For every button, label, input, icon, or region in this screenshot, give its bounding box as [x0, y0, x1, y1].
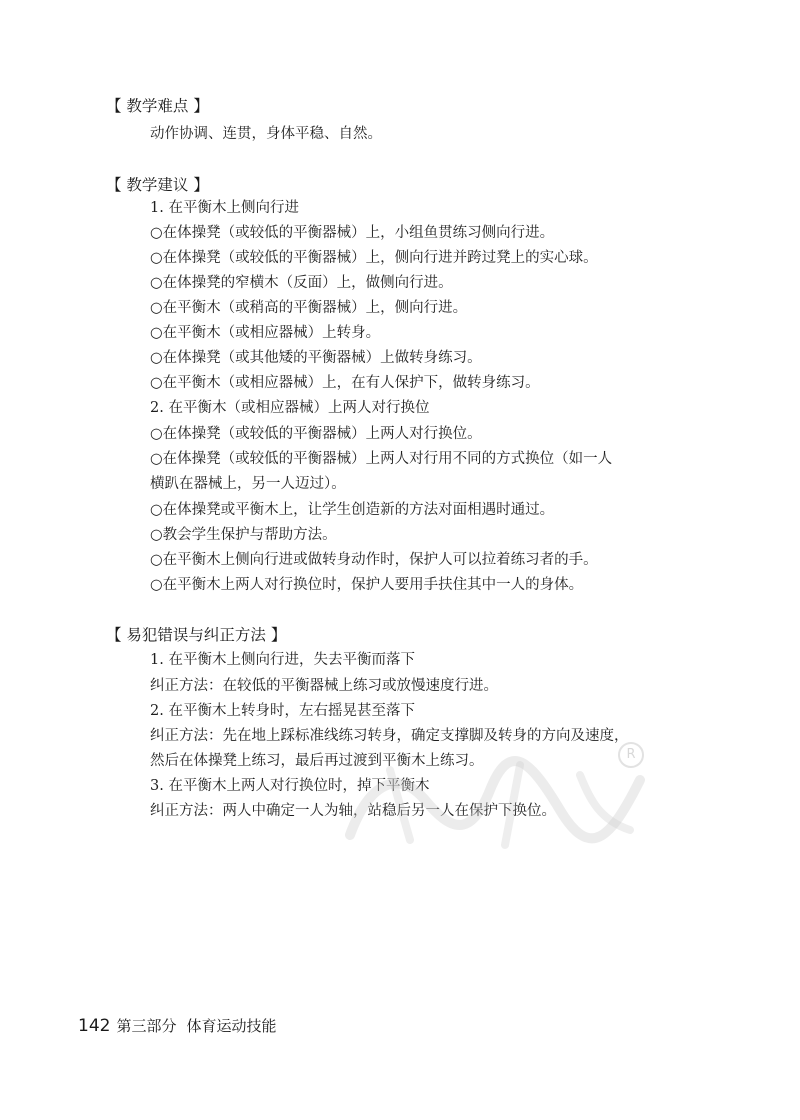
suggestion-line: ○教会学生保护与帮助方法。 — [150, 527, 337, 543]
suggestion-line: ○在平衡木（或相应器械）上转身。 — [150, 325, 381, 341]
suggestions-heading: 【 教学建议 】 — [106, 176, 209, 194]
footer-part: 第三部分 — [116, 1017, 177, 1035]
suggestion-line: ○在平衡木（或相应器械）上，在有人保护下，做转身练习。 — [150, 375, 540, 391]
suggestion-line: 横趴在器械上，另一人迈过）。 — [150, 476, 346, 492]
suggestion-line: ○在体操凳的窄横木（反面）上，做侧向行进。 — [150, 275, 453, 291]
error-line: 纠正方法：两人中确定一人为轴，站稳后另一人在保护下换位。 — [150, 803, 556, 819]
suggestion-line: ○在平衡木上两人对行换位时，保护人要用手扶住其中一人的身体。 — [150, 577, 584, 593]
suggestion-line: ○在体操凳（或较低的平衡器械）上两人对行用不同的方式换位（如一人 — [150, 451, 613, 467]
suggestion-line: ○在平衡木上侧向行进或做转身动作时，保护人可以拉着练习者的手。 — [150, 552, 598, 568]
suggestion-line: ○在体操凳（或较低的平衡器械）上，侧向行进并跨过凳上的实心球。 — [150, 250, 598, 266]
error-line: 1. 在平衡木上侧向行进，失去平衡而落下 — [150, 652, 415, 668]
suggestion-line: 2. 在平衡木（或相应器械）上两人对行换位 — [150, 400, 430, 416]
footer-chapter: 体育运动技能 — [186, 1017, 277, 1035]
page-number: 142 — [78, 1016, 111, 1036]
error-line: 纠正方法：在较低的平衡器械上练习或放慢速度行进。 — [150, 678, 498, 694]
page-footer — [78, 1016, 276, 1036]
suggestion-line: ○在平衡木（或稍高的平衡器械）上，侧向行进。 — [150, 300, 468, 316]
error-line: 然后在体操凳上练习，最后再过渡到平衡木上练习。 — [150, 753, 484, 769]
error-line: 纠正方法：先在地上踩标准线练习转身，确定支撑脚及转身的方向及速度， — [150, 728, 629, 744]
error-line: 3. 在平衡木上两人对行换位时，掉下平衡木 — [150, 778, 430, 794]
difficulty-text: 动作协调、连贯，身体平稳、自然。 — [150, 126, 382, 142]
suggestion-line: ○在体操凳（或较低的平衡器械）上两人对行换位。 — [150, 426, 482, 442]
error-line: 2. 在平衡木上转身时，左右摇晃甚至落下 — [150, 703, 415, 719]
suggestion-line: 1. 在平衡木上侧向行进 — [150, 200, 299, 216]
suggestion-line: ○在体操凳（或较低的平衡器械）上，小组鱼贯练习侧向行进。 — [150, 225, 555, 241]
errors-heading: 【 易犯错误与纠正方法 】 — [106, 626, 287, 644]
suggestion-line: ○在体操凳或平衡木上，让学生创造新的方法对面相遇时通过。 — [150, 502, 555, 518]
suggestion-line: ○在体操凳（或其他矮的平衡器械）上做转身练习。 — [150, 350, 482, 366]
registered-mark-icon: R — [618, 742, 644, 768]
difficulty-heading: 【 教学难点 】 — [106, 97, 209, 115]
